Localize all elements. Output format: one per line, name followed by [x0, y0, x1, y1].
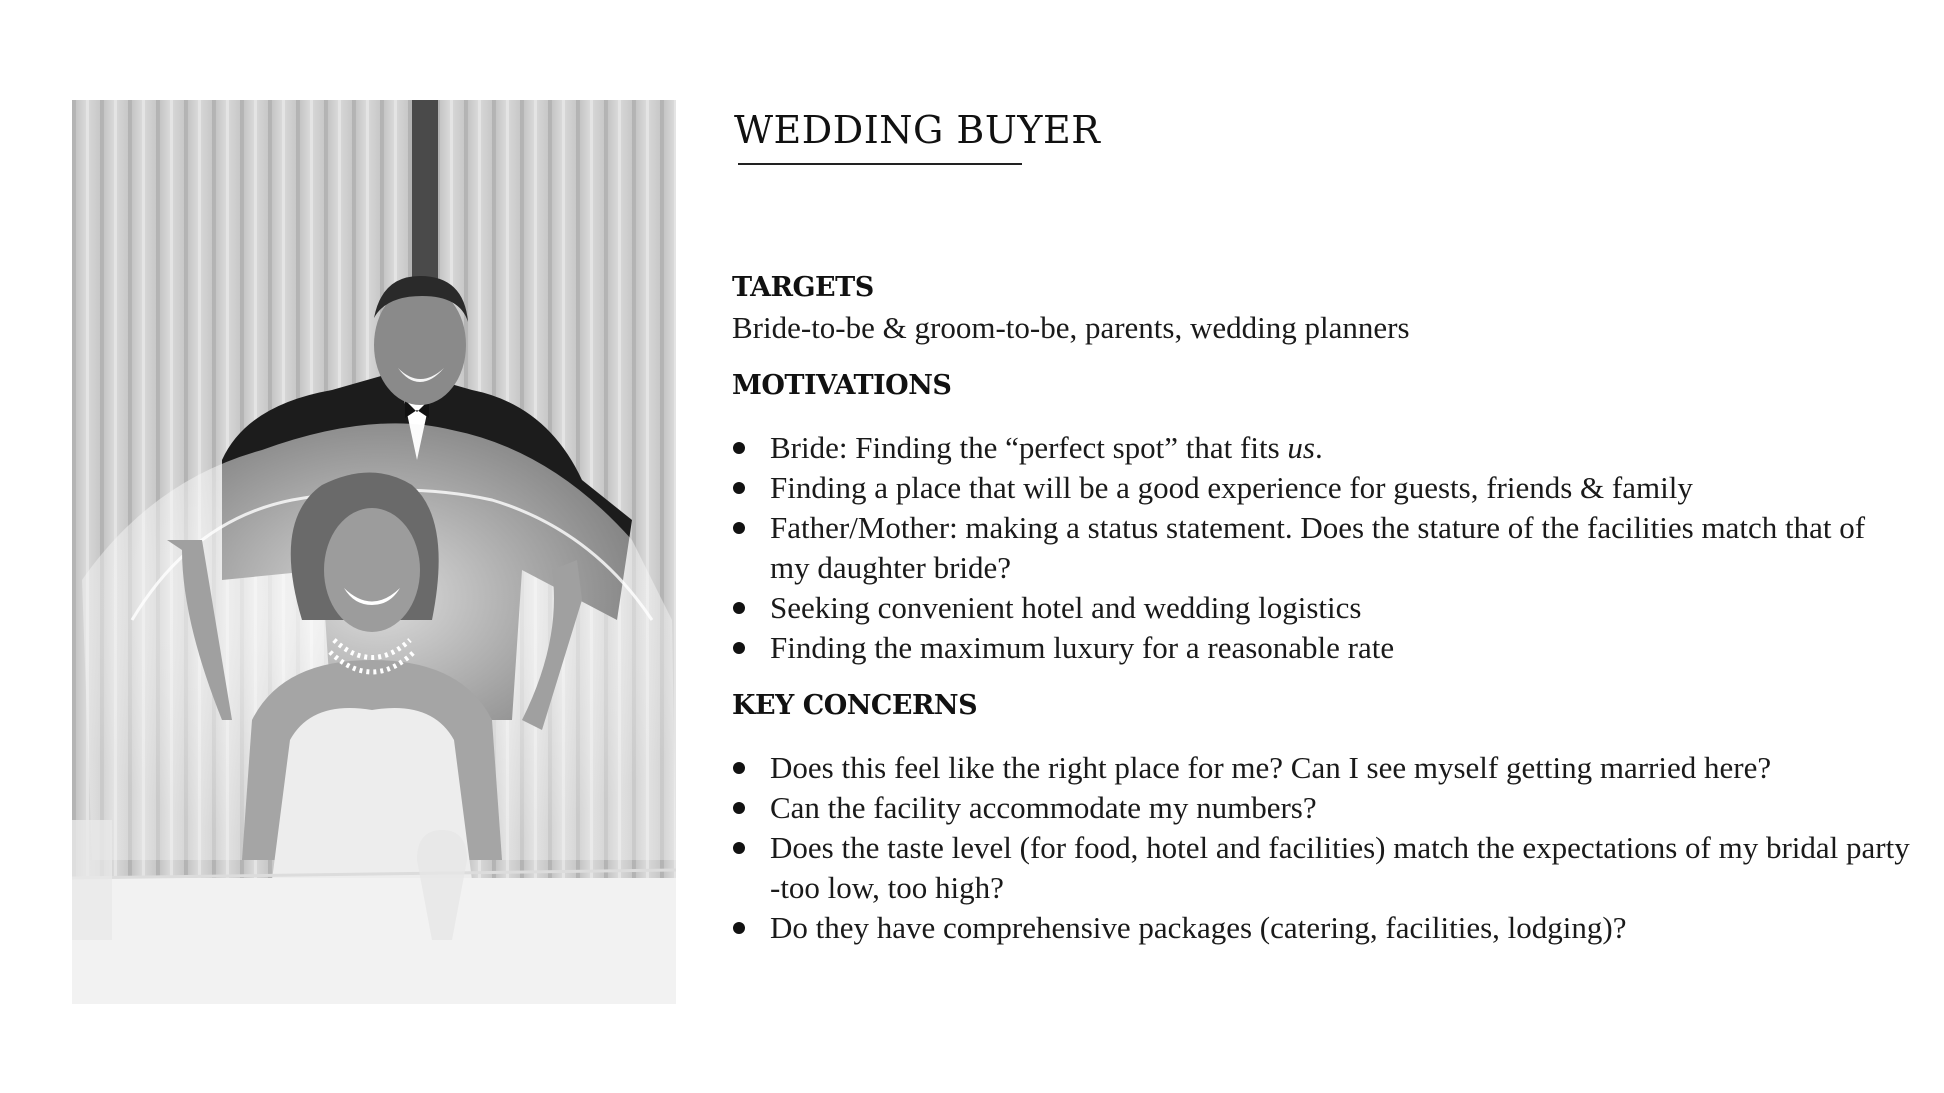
bullet-icon [733, 842, 745, 854]
bullet-icon [733, 602, 745, 614]
concerns-list [732, 748, 1912, 948]
bullet-icon [733, 642, 745, 654]
bullet-icon [733, 802, 745, 814]
list-item: Do they have comprehensive packages (catering, facilities, lodging)? [732, 908, 1912, 948]
list-item: Does this feel like the right place for me? Can I see myself getting married here? [732, 748, 1912, 788]
list-item: Bride: Finding the “perfect spot” that fits us. [732, 428, 1912, 468]
list-item: Does the taste level (for food, hotel and facilities) match the expectations of my bridal party -too low, too high? [732, 828, 1912, 908]
bullet-icon [733, 522, 745, 534]
wedding-couple-photo-icon [72, 100, 676, 1004]
bullet-icon [733, 922, 745, 934]
title-underline [738, 163, 1022, 165]
motivations-list [732, 428, 1912, 668]
list-item: Finding the maximum luxury for a reasonable rate [732, 628, 1912, 668]
concerns-heading: KEY CONCERNS [732, 690, 978, 721]
motivations-heading: MOTIVATIONS [732, 370, 952, 401]
list-item: Finding a place that will be a good experience for guests, friends & family [732, 468, 1912, 508]
bullet-icon [733, 442, 745, 454]
wedding-photo [72, 100, 676, 1004]
bullet-icon [733, 762, 745, 774]
page-title: WEDDING BUYER [734, 108, 1101, 152]
list-item: Seeking convenient hotel and wedding logistics [732, 588, 1912, 628]
bullet-icon [733, 482, 745, 494]
targets-heading: TARGETS [732, 272, 874, 303]
persona-details [732, 268, 1912, 948]
list-item: Can the facility accommodate my numbers? [732, 788, 1912, 828]
list-item: Father/Mother: making a status statement. Does the stature of the facilities match that of my daughter bride? [732, 508, 1912, 588]
targets-text: Bride-to-be & groom-to-be, parents, wedding planners [732, 310, 1410, 345]
